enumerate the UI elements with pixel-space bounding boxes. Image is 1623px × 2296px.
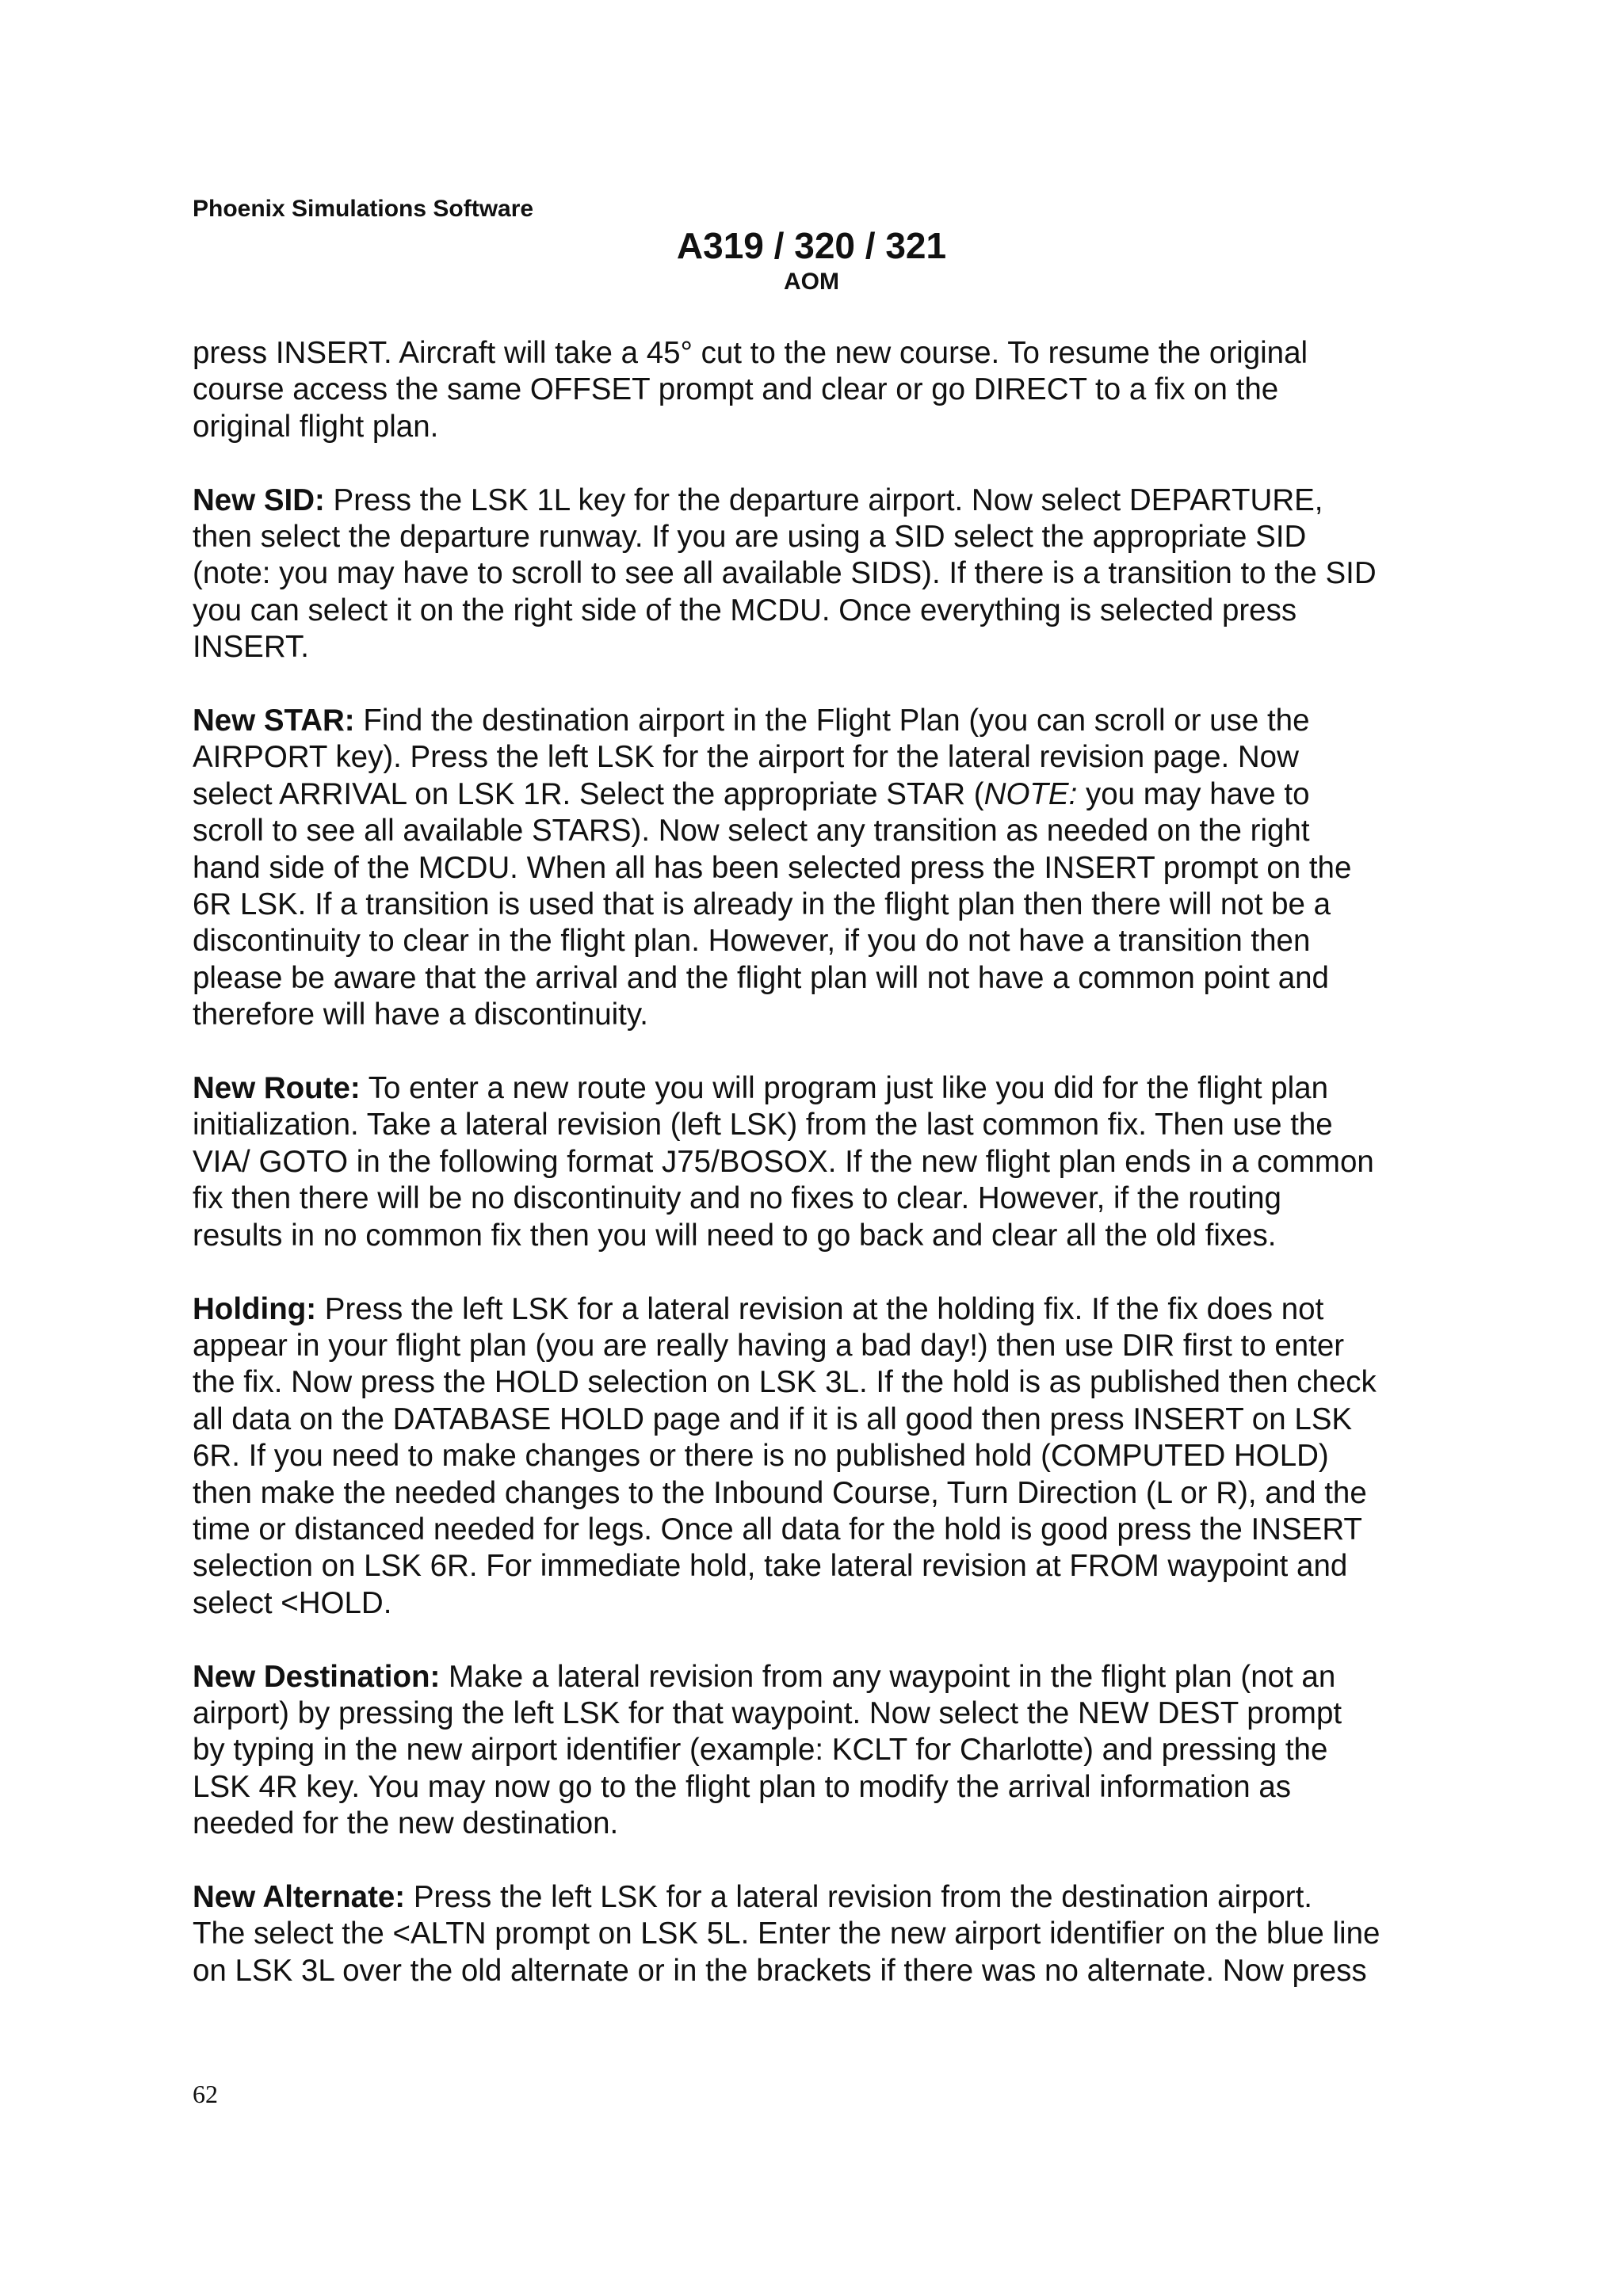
company-name: Phoenix Simulations Software bbox=[193, 196, 534, 222]
text-line: then make the needed changes to the Inbound Course, Turn Direction (L or R), and the bbox=[193, 1475, 1367, 1510]
document-title: A319 / 320 / 321 bbox=[676, 225, 947, 266]
text-line bbox=[193, 1291, 1461, 1328]
text-line: needed for the new destination. bbox=[193, 1806, 619, 1841]
body-text bbox=[193, 335, 1461, 2027]
text-run: Make a lateral revision from any waypoint in the flight plan (not an bbox=[440, 1659, 1336, 1694]
paragraph-new-alternate bbox=[193, 1879, 1461, 1989]
text-line: therefore will have a discontinuity. bbox=[193, 997, 648, 1032]
section-heading: Holding: bbox=[193, 1291, 317, 1326]
text-line: please be aware that the arrival and the flight plan will not have a common point and bbox=[193, 960, 1329, 995]
text-line: course access the same OFFSET prompt and clear or go DIRECT to a fix on the bbox=[193, 372, 1279, 407]
paragraph-new-destination bbox=[193, 1659, 1461, 1843]
paragraph-continuation bbox=[193, 335, 1461, 445]
text-line: then select the departure runway. If you are using a SID select the appropriate SID bbox=[193, 520, 1307, 555]
text-line: 6R LSK. If a transition is used that is already in the flight plan then there will not be a bbox=[193, 887, 1331, 922]
text-line bbox=[193, 1879, 1461, 1916]
text-line: (note: you may have to scroll to see all available SIDS). If there is a transition to the SID bbox=[193, 556, 1377, 591]
text-line: all data on the DATABASE HOLD page and if it is all good then press INSERT on LSK bbox=[193, 1402, 1353, 1436]
text-line: by typing in the new airport identifier (example: KCLT for Charlotte) and pressing the bbox=[193, 1733, 1328, 1768]
text-line: fix then there will be no discontinuity and no fixes to clear. However, if the routing bbox=[193, 1181, 1281, 1216]
text-run: select ARRIVAL on LSK 1R. Select the appropriate STAR ( bbox=[193, 776, 984, 811]
text-line bbox=[193, 1659, 1461, 1695]
text-line: selection on LSK 6R. For immediate hold, take lateral revision at FROM waypoint and bbox=[193, 1549, 1348, 1584]
text-line: scroll to see all available STARS). Now select any transition as needed on the right bbox=[193, 814, 1310, 849]
text-line bbox=[193, 1070, 1461, 1107]
text-line: results in no common fix then you will need to go back and clear all the old fixes. bbox=[193, 1218, 1277, 1253]
paragraph-new-sid bbox=[193, 482, 1461, 666]
text-line: The select the <ALTN prompt on LSK 5L. Enter the new airport identifier on the blue line bbox=[193, 1917, 1381, 1951]
text-line: time or distanced needed for legs. Once all data for the hold is good press the INSERT bbox=[193, 1512, 1362, 1547]
note-label: NOTE: bbox=[983, 776, 1078, 811]
text-line: LSK 4R key. You may now go to the flight plan to modify the arrival information as bbox=[193, 1769, 1292, 1804]
text-run: Find the destination airport in the Flight Plan (you can scroll or use the bbox=[354, 704, 1310, 738]
section-heading: New SID: bbox=[193, 482, 325, 517]
text-line: initialization. Take a lateral revision (left LSK) from the last common fix. Then use the bbox=[193, 1108, 1333, 1142]
text-line bbox=[193, 482, 1461, 519]
text-run: Press the LSK 1L key for the departure airport. Now select DEPARTURE, bbox=[324, 482, 1323, 517]
text-line: press INSERT. Aircraft will take a 45° cut to the new course. To resume the original bbox=[193, 336, 1308, 370]
text-line: discontinuity to clear in the flight plan. However, if you do not have a transition then bbox=[193, 924, 1311, 959]
text-line: airport) by pressing the left LSK for that waypoint. Now select the NEW DEST prompt bbox=[193, 1695, 1342, 1730]
text-line: you can select it on the right side of the MCDU. Once everything is selected press bbox=[193, 593, 1297, 627]
text-line: AIRPORT key). Press the left LSK for the airport for the lateral revision page. Now bbox=[193, 740, 1299, 775]
text-run: Press the left LSK for a lateral revision from the destination airport. bbox=[405, 1879, 1312, 1914]
text-line bbox=[193, 776, 1461, 813]
text-run: To enter a new route you will program just like you did for the flight plan bbox=[360, 1071, 1328, 1106]
text-run: Press the left LSK for a lateral revision at the holding fix. If the fix does not bbox=[316, 1291, 1324, 1326]
page-number: 62 bbox=[193, 2080, 218, 2108]
text-line: 6R. If you need to make changes or there is no published hold (COMPUTED HOLD) bbox=[193, 1439, 1329, 1474]
paragraph-holding bbox=[193, 1291, 1461, 1623]
section-heading: New Alternate: bbox=[193, 1879, 406, 1914]
section-heading: New Destination: bbox=[193, 1659, 441, 1694]
text-run: you may have to bbox=[1077, 776, 1310, 811]
section-heading: New STAR: bbox=[193, 704, 355, 738]
section-heading: New Route: bbox=[193, 1071, 361, 1106]
text-line: original flight plan. bbox=[193, 409, 439, 444]
text-line: the fix. Now press the HOLD selection on LSK 3L. If the hold is as published then check bbox=[193, 1365, 1377, 1400]
text-line: select <HOLD. bbox=[193, 1585, 392, 1620]
paragraph-new-star bbox=[193, 703, 1461, 1034]
text-line: on LSK 3L over the old alternate or in the brackets if there was no alternate. Now press bbox=[193, 1953, 1367, 1988]
document-subtitle: AOM bbox=[784, 269, 839, 295]
text-line: INSERT. bbox=[193, 630, 309, 665]
text-line: appear in your flight plan (you are really having a bad day!) then use DIR first to enter bbox=[193, 1328, 1345, 1363]
text-line: hand side of the MCDU. When all has been selected press the INSERT prompt on the bbox=[193, 850, 1352, 885]
text-line: VIA/ GOTO in the following format J75/BOSOX. If the new flight plan ends in a common bbox=[193, 1144, 1374, 1179]
paragraph-new-route bbox=[193, 1070, 1461, 1254]
text-line bbox=[193, 703, 1461, 739]
